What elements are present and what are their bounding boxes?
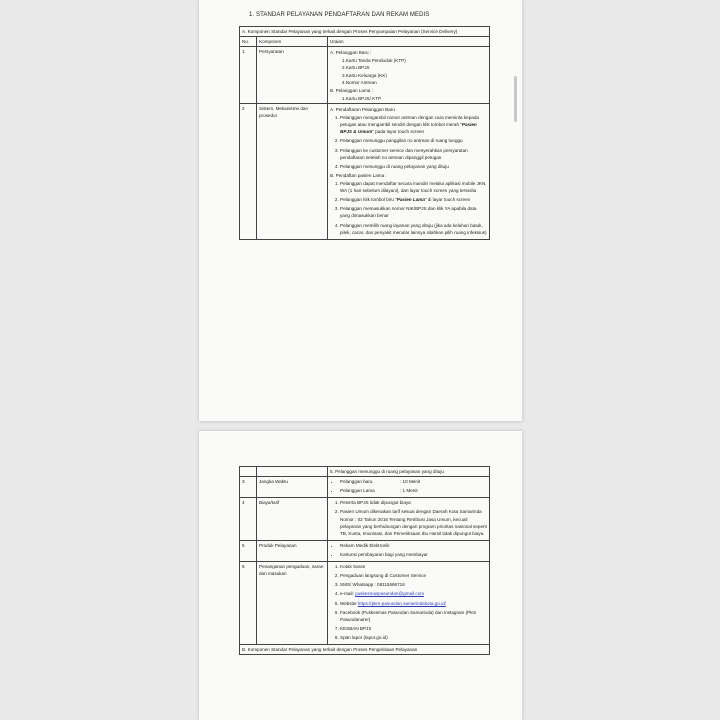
list-item: 2. Pasien Umum dikenakan tarif sesuai dengan Daerah Kota Samarinda Nomor : 02 Tahun 2016 Tentang Retribusi Jasa Umum, kecuali pelayanan yang berhubungan dengan program prioritas nasional seperti TB, Kusta, Imunisasi, dan Pemeriksaan Ibu Hamil tidak dipungut biaya.	[340, 508, 487, 536]
row-uraian	[328, 467, 490, 477]
section-b-title: B. Komponen Standar Pelayanan yang terkait dengan Proses Pengelolaan Pelayanan	[240, 645, 490, 655]
list-item: 1.Kartu Tanda Penduduk (KTP)	[342, 58, 406, 64]
row-uraian	[328, 477, 490, 498]
row-komponen: Jangka Waktu	[257, 477, 328, 498]
list-item: 7. KESBAN BPJS	[340, 625, 487, 632]
table-row	[240, 645, 490, 655]
list-item: 8. Spän lapor (lapor.go.id)	[340, 634, 487, 641]
list-item: 3.Kartu Keluarga (KK)	[342, 72, 387, 78]
list-item: 2. Pengaduan langsung di Customer Service	[340, 572, 487, 579]
row-uraian	[328, 498, 490, 541]
row-number: 5	[240, 540, 257, 561]
list-item: 3. SMS/ Whatsapp : 08115566716	[340, 581, 487, 588]
row-uraian	[328, 562, 490, 645]
row-komponen: Sistem, Mekanisme dan prosedur	[257, 103, 328, 239]
subsection-title: B. Pelanggan Lama :	[330, 87, 373, 93]
row-uraian	[328, 540, 490, 561]
document-page-2	[199, 431, 522, 720]
list-item: 4. Pelanggan menunggu di ruang pelayanan yang dituju	[340, 163, 487, 170]
row-uraian	[328, 47, 490, 104]
col-no-header: No.	[240, 37, 257, 47]
document-page-1	[199, 0, 522, 421]
list-item: 2. Pelanggan klik tombol biru "Pasien Lama" di layar touch screen	[340, 196, 487, 203]
section-a-title: A. Komponen Standar Pelayanan yang terkait dengan Proses Penyampaian Pelayanan (Service Delivery)	[240, 27, 490, 37]
list-item: • Pelanggan Lama : 1 Menit	[340, 487, 487, 494]
list-item: 2. Pelanggan menunggu panggilan no antrean di ruang tunggu	[340, 137, 487, 144]
list-item: 1. Kotak Saran	[340, 563, 487, 570]
list-item: 6. Facebook (Puskesmas Pasundan Samarinda) dan Instagram (Pkm Pasundanarer)	[340, 609, 487, 623]
list-item: 1.Kartu BPJS/ KTP	[342, 95, 382, 101]
col-uraian-header: Uraian	[328, 37, 490, 47]
list-item: • Pelanggan baru : 10 Menit	[340, 478, 487, 485]
list-item: • Rekam Medik Elektronik	[340, 542, 487, 549]
table-row	[240, 467, 490, 477]
list-item: 3. Pelanggan memasukkan nomor NIK/BPJS dan klik YA apabila data yang dimasukkan benar	[340, 205, 487, 219]
procedure-list-a	[330, 114, 487, 170]
list-item: 5. Pelanggan menunggu di ruang pelayanan yang dituju	[330, 469, 444, 474]
table-row	[240, 498, 490, 541]
scrollbar-thumb[interactable]	[514, 76, 517, 122]
subsection-title: A. Pelanggan Baru :	[330, 50, 372, 56]
table-row	[240, 540, 490, 561]
list-item: 4. e-mail: puskesmaspasundan@gmail.com	[340, 590, 487, 597]
subsection-title: A. Pendaftaran Pelanggan Baru	[330, 106, 395, 112]
table-row	[240, 477, 490, 498]
list-item: 5. Website https://pkm-pasundan.samarindakota.go.id/	[340, 600, 487, 607]
list-item: • Kartunsi pembayaran bagi yang membayar	[340, 551, 487, 558]
procedure-list-b	[330, 180, 487, 236]
subsection-title: B. Pendaftan pasien Lama :	[330, 172, 387, 178]
table-row	[240, 27, 490, 37]
website-link[interactable]: https://pkm-pasundan.samarindakota.go.id/	[357, 600, 446, 606]
list-item: 4. Pelanggan memilih ruang layanan yang dituju (jika ada keluhan batuk, pilek, cacar, dan penyakit menular lainnya silahkan pilih ruang infeksius)	[340, 222, 487, 236]
row-number: 2	[240, 103, 257, 239]
col-komponen-header: Komponen	[257, 37, 328, 47]
service-standard-table-1	[239, 26, 490, 240]
list-item: 2.Kartu BPJS	[342, 65, 370, 71]
table-row	[240, 103, 490, 239]
row-komponen: Produk Pelayanan	[257, 540, 328, 561]
row-number: 6	[240, 562, 257, 645]
row-uraian	[328, 103, 490, 239]
email-link[interactable]: puskesmaspasundan@gmail.com	[355, 591, 425, 597]
row-number: 4	[240, 498, 257, 541]
list-item: 3. Pelanggan ke customer service dan menyerahkan persyaratan pendaftaran setelah no antrean dipanggil petugas	[340, 147, 487, 161]
row-komponen: Biaya/tarif	[257, 498, 328, 541]
list-item: 4.Nomor Antrean	[342, 79, 377, 85]
table-header-row	[240, 37, 490, 47]
list-item: 1. Pelanggan mengambil nomor antrean dengan cara meminta kepada petugas atau mengambil sendiri dengan klik tombol merah "Pasien BPJS & Umum" pada layar touch screen	[340, 114, 487, 135]
table-row	[240, 562, 490, 645]
row-number: 3	[240, 477, 257, 498]
row-komponen: Penanganan pengaduan, saran dan masukan	[257, 562, 328, 645]
list-item: 1. Peserta BPJS tidak dipungut biaya	[340, 499, 487, 506]
list-item: 1. Pelanggan dapat mendaftar secara mandiri melalui aplikasi mobile JKN, WA (1 hari sebelum dilayani), dan layar touch screen yang tersedia	[340, 180, 487, 194]
row-komponen: Persyaratan	[257, 47, 328, 104]
table-row	[240, 47, 490, 104]
row-number: 1	[240, 47, 257, 104]
section-heading: 1. STANDAR PELAYANAN PENDAFTARAN DAN REKAM MEDIS	[249, 12, 430, 18]
service-standard-table-2	[239, 466, 490, 655]
